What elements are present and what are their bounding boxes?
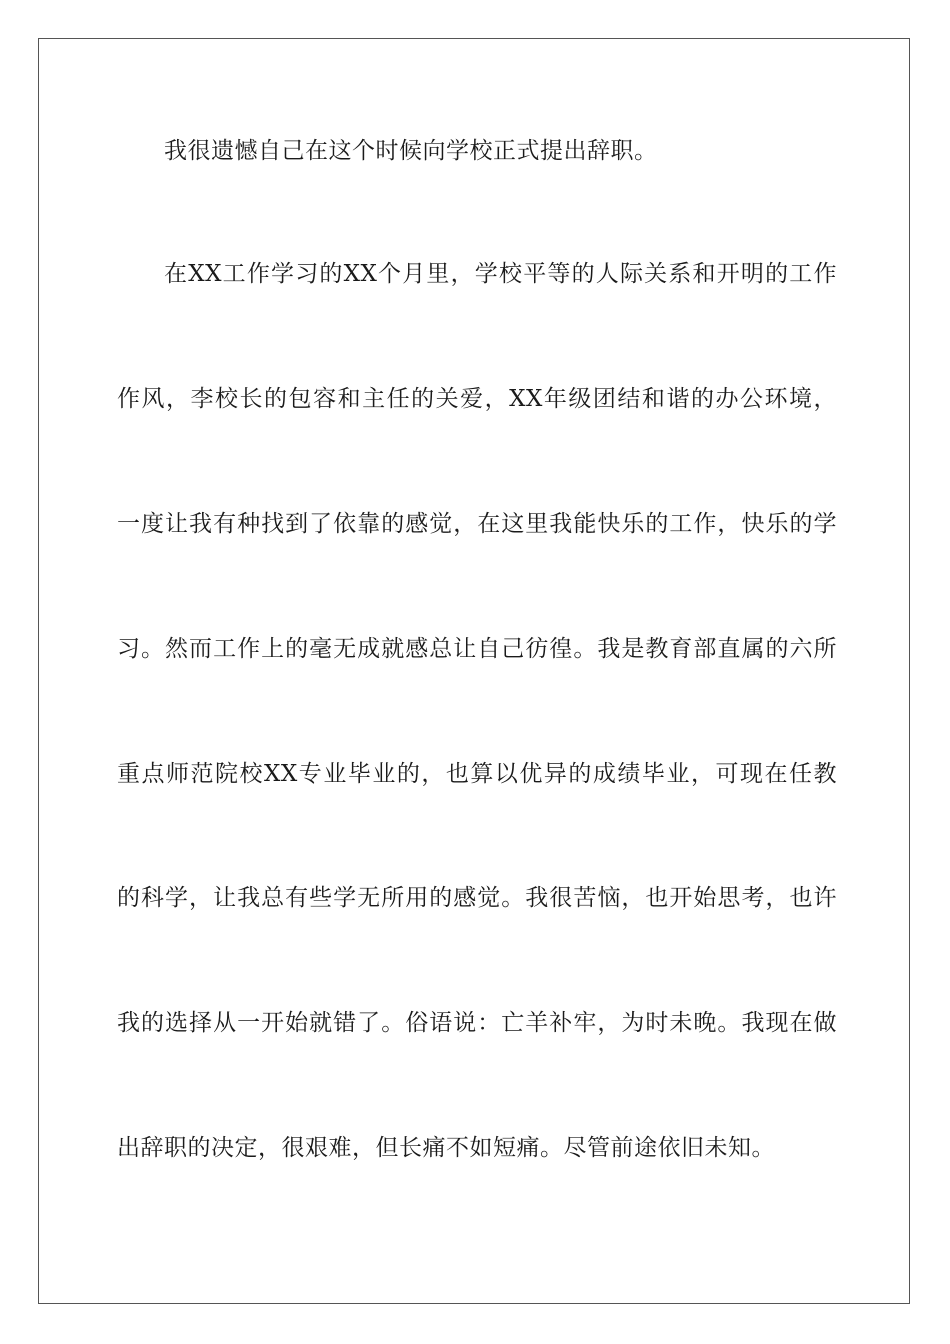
paragraph-2-line-4: 习。然而工作上的毫无成就感总让自己彷徨。我是教育部直属的六所 [117,636,837,662]
page-border [38,38,910,1304]
paragraph-2-line-7: 我的选择从一开始就错了。俗语说：亡羊补牢，为时未晚。我现在做 [117,1010,837,1036]
paragraph-2-line-2: 作风，李校长的包容和主任的关爱，XX年级团结和谐的办公环境， [117,386,837,412]
paragraph-2-line-6: 的科学，让我总有些学无所用的感觉。我很苦恼，也开始思考，也许 [117,885,837,911]
paragraph-2-line-8: 出辞职的决定，很艰难，但长痛不如短痛。尽管前途依旧未知。 [117,1135,775,1161]
paragraph-2-line-3: 一度让我有种找到了依靠的感觉，在这里我能快乐的工作，快乐的学 [117,511,837,537]
paragraph-2-line-5: 重点师范院校XX专业毕业的，也算以优异的成绩毕业，可现在任教 [117,761,837,787]
paragraph-1-line-1: 我很遗憾自己在这个时候向学校正式提出辞职。 [164,138,658,164]
paragraph-2-line-1: 在XX工作学习的XX个月里，学校平等的人际关系和开明的工作 [164,261,837,287]
